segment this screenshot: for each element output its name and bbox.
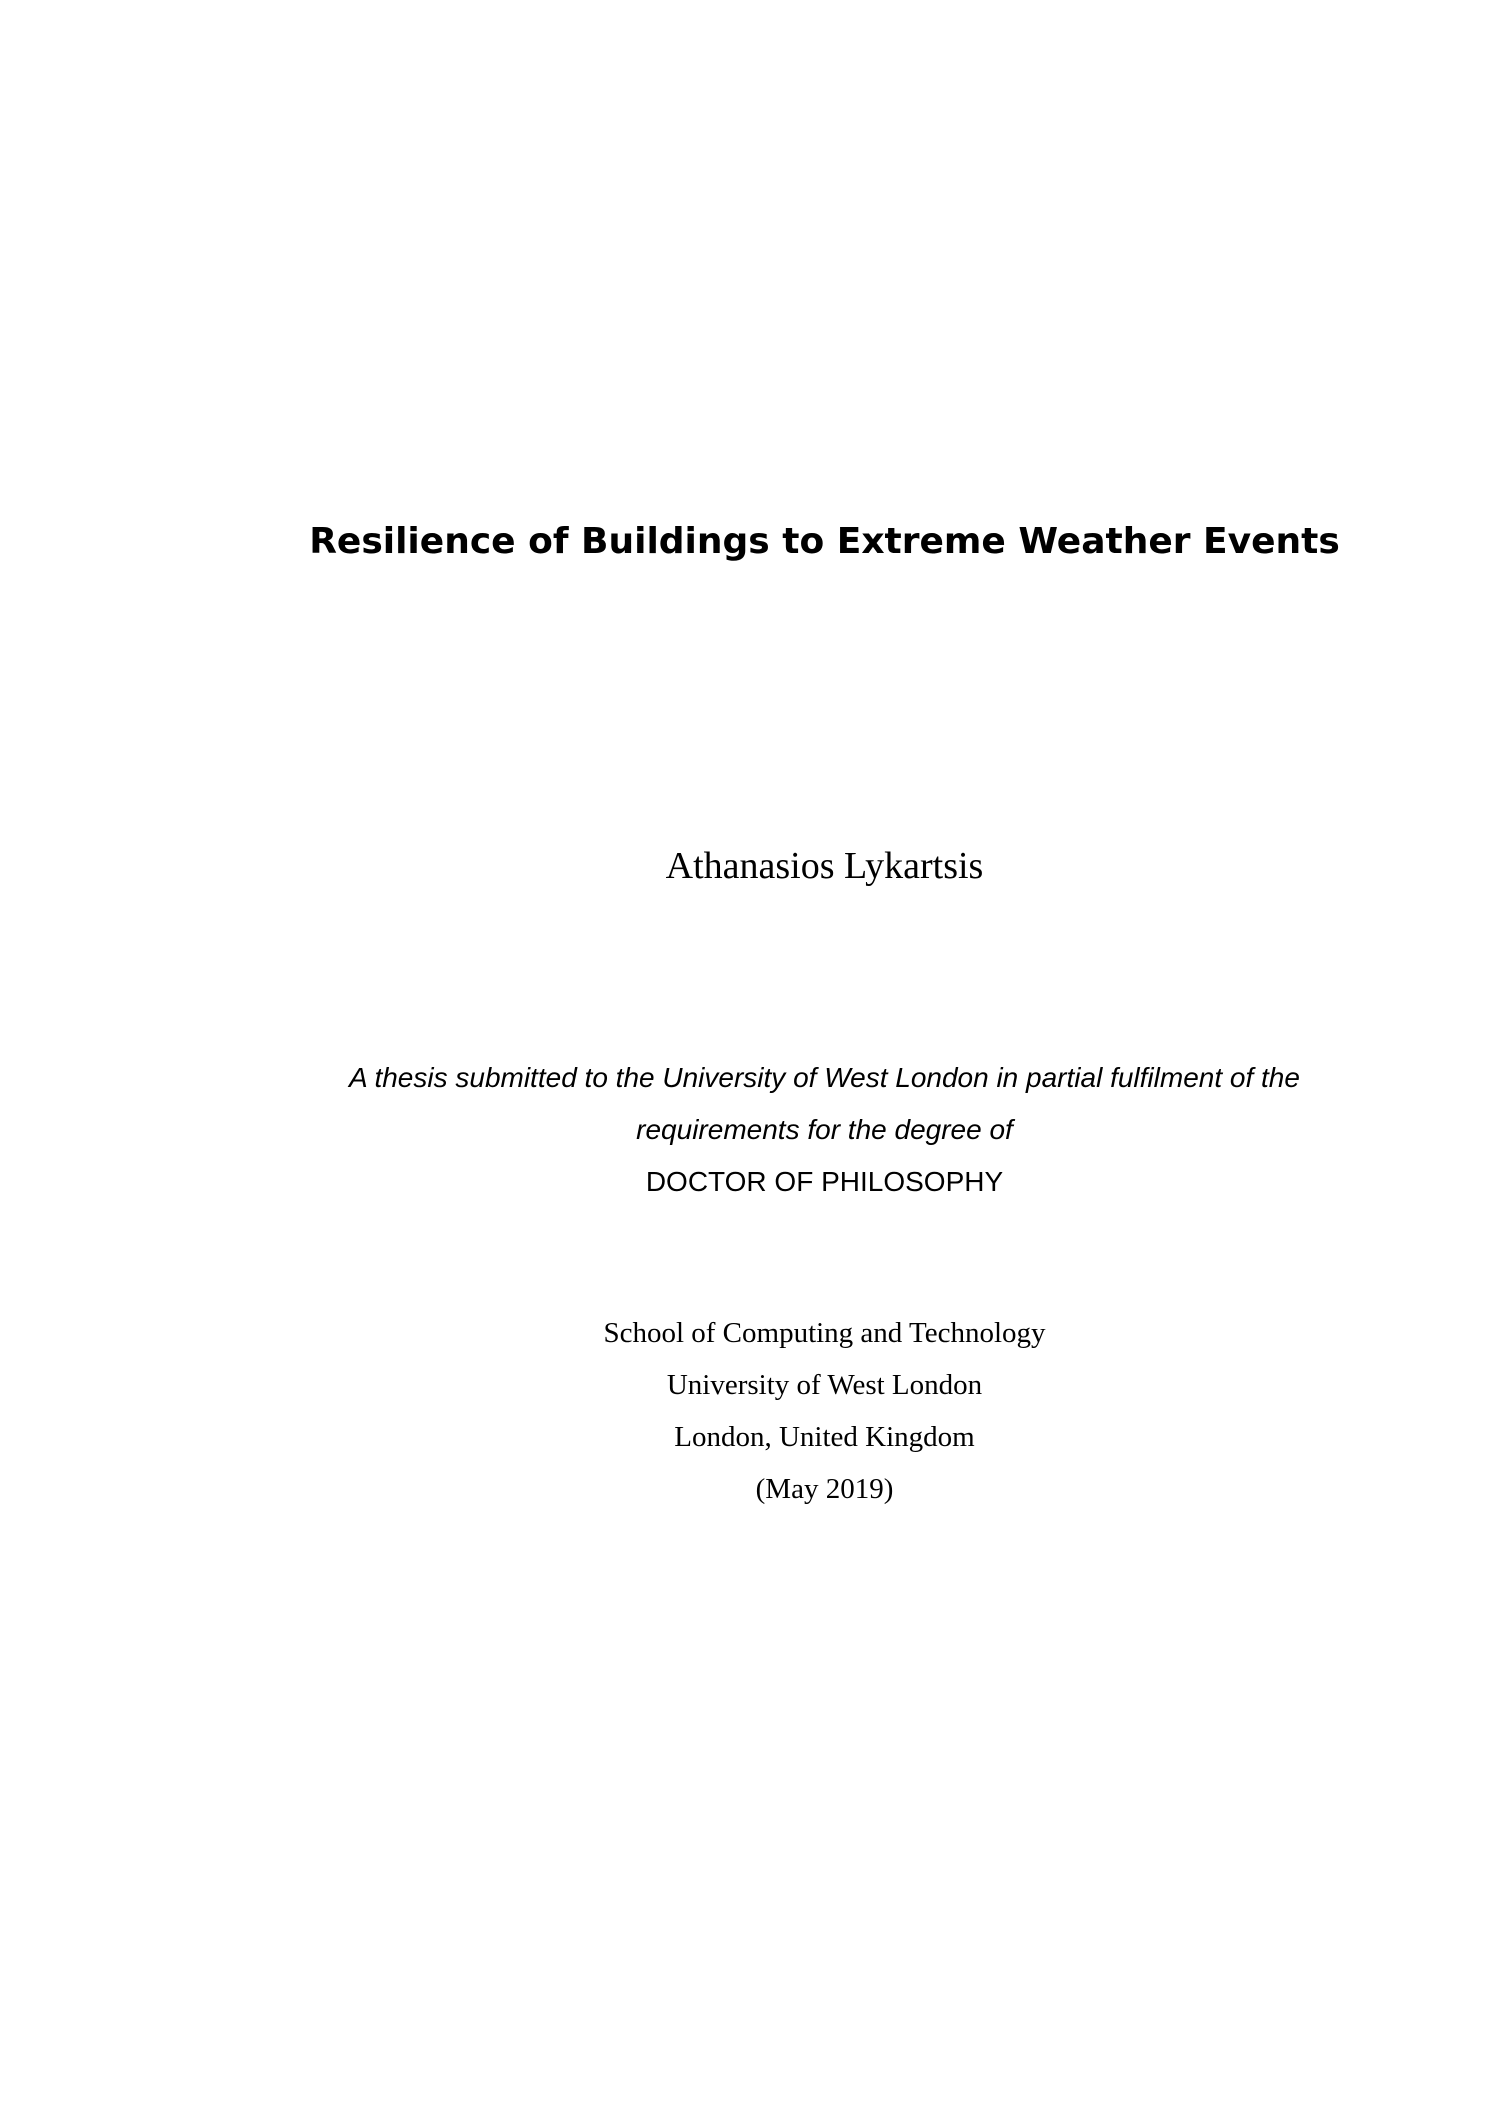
submission-statement-block xyxy=(0,1052,1489,1208)
degree-name: DOCTOR OF PHILOSOPHY xyxy=(645,1166,1004,1197)
submission-statement: A thesis submitted to the University of West London in partial fulfilment of the requirements for the degree of xyxy=(349,1062,1300,1145)
author-name: Athanasios Lykartsis xyxy=(665,845,984,887)
school-name: School of Computing and Technology xyxy=(603,1317,1046,1349)
submission-date: (May 2019) xyxy=(755,1473,894,1505)
affiliation-block xyxy=(0,1307,1489,1515)
thesis-title: Resilience of Buildings to Extreme Weather Events xyxy=(309,521,1340,562)
location: London, United Kingdom xyxy=(674,1421,975,1453)
university-name: University of West London xyxy=(666,1369,983,1401)
